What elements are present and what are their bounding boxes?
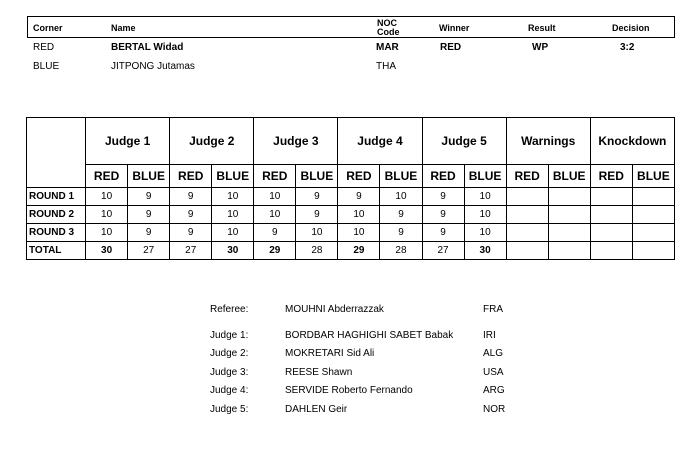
score-cell: 9 xyxy=(380,206,422,224)
judge-2-header: Judge 2 xyxy=(170,118,254,165)
red-col-header: RED xyxy=(590,165,632,188)
red-noc: MAR xyxy=(376,42,399,53)
red-col-header: RED xyxy=(254,165,296,188)
score-cell: 9 xyxy=(296,188,338,206)
official-role: Judge 1: xyxy=(210,330,249,341)
winner-value: RED xyxy=(440,42,462,53)
table-row-round-3 xyxy=(27,224,675,242)
judge-4-header: Judge 4 xyxy=(338,118,422,165)
blue-col-header: BLUE xyxy=(548,165,590,188)
score-cell: 10 xyxy=(254,188,296,206)
official-name: SERVIDE Roberto Fernando xyxy=(285,385,413,396)
red-col-header: RED xyxy=(338,165,380,188)
blue-athlete-name: JITPONG Jutamas xyxy=(111,61,195,72)
judge-1-header: Judge 1 xyxy=(86,118,170,165)
corner-cell xyxy=(27,118,86,188)
score-cell: 10 xyxy=(338,224,380,242)
empty-cell xyxy=(506,224,548,242)
score-cell: 10 xyxy=(86,188,128,206)
judges-header-row xyxy=(27,118,675,165)
row-label: TOTAL xyxy=(27,242,86,260)
official-noc: ARG xyxy=(483,385,505,396)
header-noc-line2: Code xyxy=(377,27,400,37)
score-cell: 10 xyxy=(212,224,254,242)
table-row-round-1 xyxy=(27,188,675,206)
header-decision: Decision xyxy=(612,23,650,33)
official-name: DAHLEN Geir xyxy=(285,404,348,415)
score-table xyxy=(26,117,675,260)
red-col-header: RED xyxy=(86,165,128,188)
score-cell: 9 xyxy=(380,224,422,242)
row-label: ROUND 1 xyxy=(27,188,86,206)
header-winner: Winner xyxy=(439,23,470,33)
total-cell: 30 xyxy=(212,242,254,260)
score-cell: 9 xyxy=(128,206,170,224)
official-name: MOUHNI Abderrazzak xyxy=(285,304,384,315)
blue-col-header: BLUE xyxy=(128,165,170,188)
official-noc: FRA xyxy=(483,304,503,315)
total-cell: 29 xyxy=(254,242,296,260)
score-cell: 9 xyxy=(422,224,464,242)
table-row-total xyxy=(27,242,675,260)
score-cell: 9 xyxy=(128,224,170,242)
empty-cell xyxy=(548,242,590,260)
empty-cell xyxy=(548,206,590,224)
official-noc: IRI xyxy=(483,330,496,341)
empty-cell xyxy=(506,188,548,206)
score-cell: 10 xyxy=(464,188,506,206)
colors-header-row xyxy=(27,165,675,188)
total-cell: 30 xyxy=(86,242,128,260)
total-cell: 28 xyxy=(296,242,338,260)
empty-cell xyxy=(590,188,632,206)
blue-col-header: BLUE xyxy=(296,165,338,188)
score-cell: 9 xyxy=(338,188,380,206)
score-cell: 9 xyxy=(296,206,338,224)
empty-cell xyxy=(548,188,590,206)
decision-value: 3:2 xyxy=(620,42,635,53)
row-label: ROUND 2 xyxy=(27,206,86,224)
red-corner: RED xyxy=(33,42,55,53)
official-name: BORDBAR HAGHIGHI SABET Babak xyxy=(285,330,454,341)
score-cell: 10 xyxy=(380,188,422,206)
score-cell: 10 xyxy=(338,206,380,224)
total-cell: 29 xyxy=(338,242,380,260)
blue-noc: THA xyxy=(376,61,396,72)
empty-cell xyxy=(590,242,632,260)
score-cell: 9 xyxy=(254,224,296,242)
empty-cell xyxy=(548,224,590,242)
knockdown-header: Knockdown xyxy=(590,118,674,165)
header-result: Result xyxy=(528,23,556,33)
total-cell: 27 xyxy=(422,242,464,260)
red-col-header: RED xyxy=(170,165,212,188)
empty-cell xyxy=(632,242,674,260)
result-value: WP xyxy=(532,42,549,53)
score-cell: 10 xyxy=(212,188,254,206)
score-cell: 9 xyxy=(170,188,212,206)
blue-col-header: BLUE xyxy=(380,165,422,188)
warnings-header: Warnings xyxy=(506,118,590,165)
row-label: ROUND 3 xyxy=(27,224,86,242)
score-cell: 10 xyxy=(464,224,506,242)
official-noc: USA xyxy=(483,367,504,378)
official-name: REESE Shawn xyxy=(285,367,353,378)
score-cell: 10 xyxy=(212,206,254,224)
score-cell: 9 xyxy=(422,188,464,206)
official-noc: NOR xyxy=(483,404,506,415)
total-cell: 27 xyxy=(128,242,170,260)
official-role: Judge 3: xyxy=(210,367,249,378)
score-cell: 9 xyxy=(128,188,170,206)
score-cell: 10 xyxy=(86,206,128,224)
official-name: MOKRETARI Sid Ali xyxy=(285,348,375,359)
score-cell: 9 xyxy=(170,206,212,224)
blue-col-header: BLUE xyxy=(212,165,254,188)
total-cell: 27 xyxy=(170,242,212,260)
empty-cell xyxy=(506,242,548,260)
table-row-round-2 xyxy=(27,206,675,224)
judge-5-header: Judge 5 xyxy=(422,118,506,165)
judge-3-header: Judge 3 xyxy=(254,118,338,165)
red-col-header: RED xyxy=(506,165,548,188)
official-noc: ALG xyxy=(483,348,504,359)
empty-cell xyxy=(506,206,548,224)
total-cell: 30 xyxy=(464,242,506,260)
empty-cell xyxy=(590,206,632,224)
blue-col-header: BLUE xyxy=(632,165,674,188)
header-corner: Corner xyxy=(33,23,63,33)
blue-col-header: BLUE xyxy=(464,165,506,188)
empty-cell xyxy=(632,206,674,224)
score-cell: 10 xyxy=(254,206,296,224)
official-role: Judge 2: xyxy=(210,348,249,359)
score-cell: 10 xyxy=(296,224,338,242)
official-role: Judge 5: xyxy=(210,404,249,415)
score-cell: 10 xyxy=(464,206,506,224)
blue-corner: BLUE xyxy=(33,61,60,72)
score-cell: 9 xyxy=(170,224,212,242)
results-header xyxy=(27,16,675,38)
header-name: Name xyxy=(111,23,136,33)
total-cell: 28 xyxy=(380,242,422,260)
score-cell: 9 xyxy=(422,206,464,224)
header-noc xyxy=(377,19,400,37)
official-role: Referee: xyxy=(210,304,249,315)
empty-cell xyxy=(632,188,674,206)
official-role: Judge 4: xyxy=(210,385,249,396)
header-noc-line1: NOC xyxy=(377,18,397,28)
red-col-header: RED xyxy=(422,165,464,188)
empty-cell xyxy=(632,224,674,242)
empty-cell xyxy=(590,224,632,242)
score-cell: 10 xyxy=(86,224,128,242)
red-athlete-name: BERTAL Widad xyxy=(111,42,184,53)
